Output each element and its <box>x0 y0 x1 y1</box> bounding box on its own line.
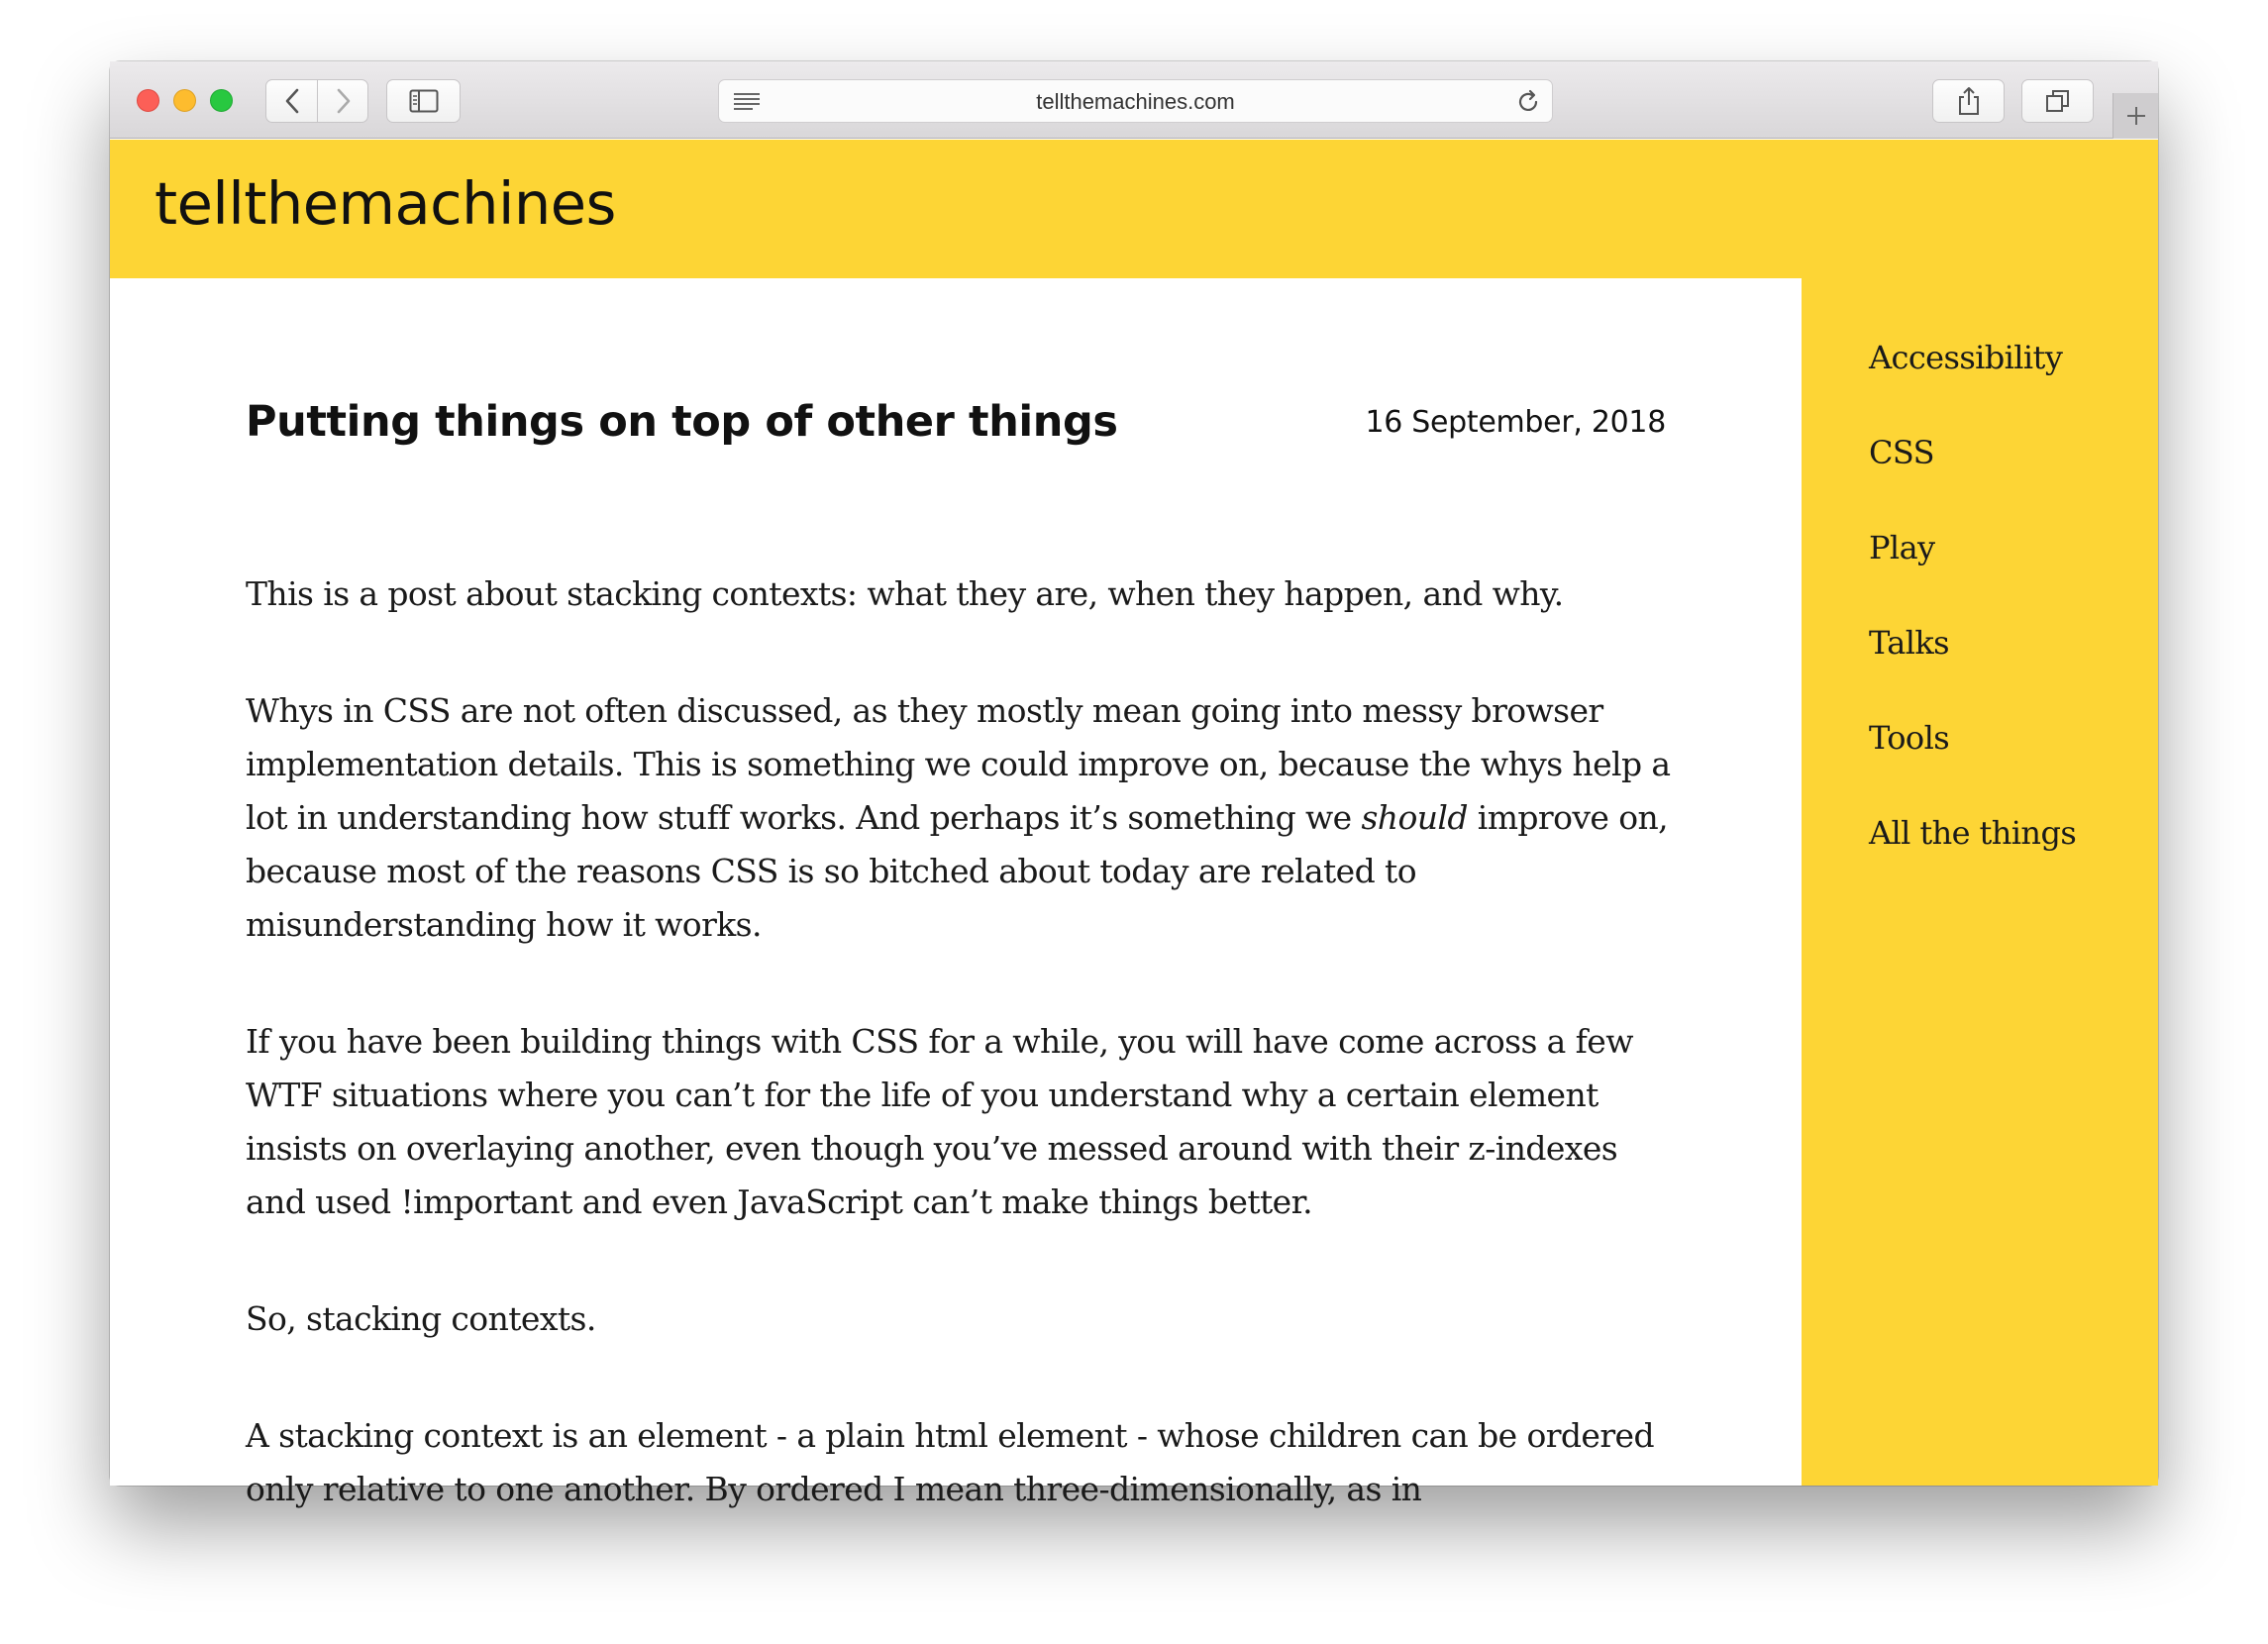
paragraph-text: improve on, because most of the reasons CSS is so bitched about today are related to misunderstanding how it works. <box>246 798 1669 944</box>
browser-window <box>110 61 2158 1508</box>
paragraph <box>246 684 1680 952</box>
close-window-button[interactable] <box>137 89 159 112</box>
zoom-window-button[interactable] <box>210 89 233 112</box>
sidebar-toggle-button[interactable] <box>386 79 461 123</box>
share-button[interactable] <box>1932 79 2005 123</box>
site-title-link[interactable]: tellthemachines <box>155 169 616 238</box>
nav-link-talks[interactable]: Talks <box>1869 624 1949 662</box>
site-header <box>110 140 2158 278</box>
paragraph: This is a post about stacking contexts: what they are, when they happen, and why. <box>246 574 1564 613</box>
forward-button[interactable] <box>318 80 368 122</box>
post-date: 16 September, 2018 <box>1365 405 1666 440</box>
paragraph-text: Whys in CSS are not often discussed, as they mostly mean going into messy browser implementation details. This is something we could improve on, because the whys help a lot in understanding how stuff works. And perhaps it’s something we <box>246 691 1671 837</box>
main-content <box>110 278 1802 1508</box>
nav-link-tools[interactable]: Tools <box>1869 719 1950 757</box>
nav-link-accessibility[interactable]: Accessibility <box>1869 339 2063 376</box>
emphasis-text: should <box>1361 798 1468 837</box>
side-navigation <box>1869 338 2076 908</box>
nav-link-play[interactable]: Play <box>1869 529 1935 566</box>
nav-link-all-the-things[interactable]: All the things <box>1869 814 2077 852</box>
paragraph: If you have been building things with CSS for a while, you will have come across a few WTF situations where you can’t for the life of you understand why a certain element insists on overlaying another, even though you’ve messed around with their z-indexes and used !important and even JavaScript can’t make things better. <box>246 1022 1633 1221</box>
address-bar[interactable] <box>718 79 1553 123</box>
web-page <box>110 140 2158 1508</box>
paragraph: A stacking context is an element - a plain html element - whose children can be ordered only relative to one another. By ordered I mean three-dimensionally, as in <box>246 1416 1654 1508</box>
chevron-left-icon <box>284 88 300 114</box>
back-button[interactable] <box>266 80 317 122</box>
url-text: tellthemachines.com <box>1036 89 1235 114</box>
reload-icon[interactable] <box>1516 90 1540 114</box>
navigation-buttons <box>265 79 368 123</box>
post-body <box>246 567 1680 1580</box>
sidebar-icon <box>409 89 439 113</box>
share-icon <box>1957 86 1981 116</box>
new-tab-button[interactable] <box>2113 93 2158 139</box>
tabs-icon <box>2045 88 2071 114</box>
nav-link-css[interactable]: CSS <box>1869 434 1934 471</box>
paragraph: So, stacking contexts. <box>246 1299 596 1338</box>
minimize-window-button[interactable] <box>173 89 196 112</box>
browser-toolbar <box>110 61 2158 139</box>
chevron-right-icon <box>336 88 352 114</box>
plus-icon <box>2125 105 2147 127</box>
show-tabs-button[interactable] <box>2021 79 2094 123</box>
post-title: Putting things on top of other things <box>246 397 1118 447</box>
